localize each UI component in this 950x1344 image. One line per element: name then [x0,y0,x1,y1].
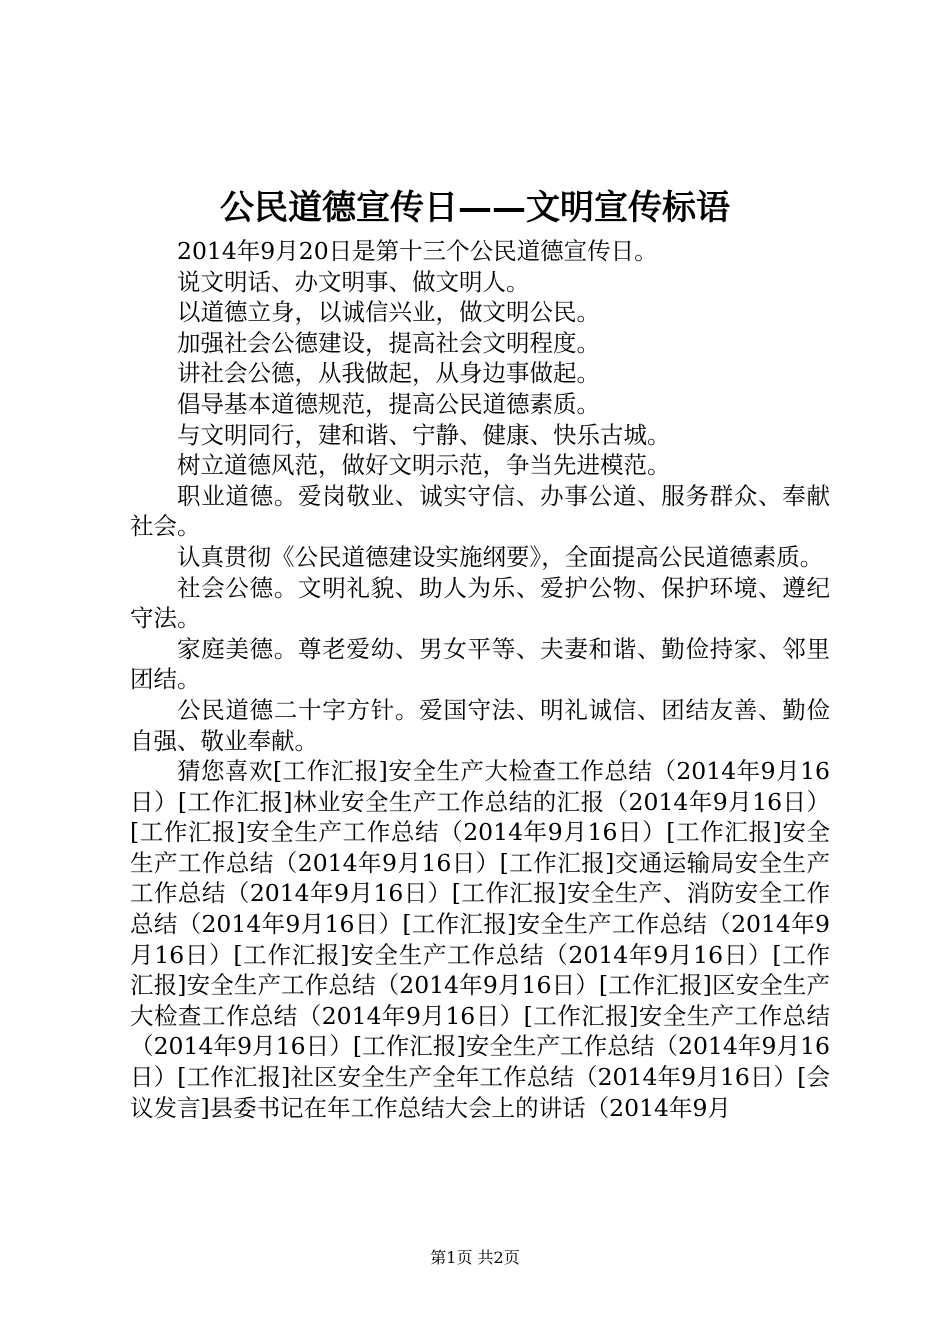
paragraph: 以道德立身，以诚信兴业，做文明公民。 [177,298,600,327]
page-footer: 第1页 共2页 [430,1248,520,1267]
paragraph: 认真贯彻《公民道德建设实施纲要》，全面提高公民道德素质。 [177,542,824,571]
paragraph: 公民道德二十字方针。爱国守法、明礼诚信、团结友善、勤俭自强、敬业奉献。 [130,695,830,755]
paragraph: 职业道德。爱岗敬业、诚实守信、办事公道、服务群众、奉献社会。 [130,481,830,541]
paragraph: 讲社会公德，从我做起，从身边事做起。 [177,359,600,388]
document-body [130,236,830,1123]
paragraph: 树立道德风范，做好文明示范，争当先进模范。 [177,451,671,480]
paragraph: 加强社会公德建设，提高社会文明程度。 [177,328,600,357]
paragraph: 与文明同行，建和谐、宁静、健康、快乐古城。 [177,420,671,449]
paragraph: 2014年9月20日是第十三个公民道德宣传日。 [177,237,658,265]
related-links-paragraph: 猜您喜欢[工作汇报]安全生产大检查工作总结（2014年9月16日）[工作汇报]林业安全生产工作总结的汇报（2014年9月16日）[工作汇报]安全生产工作总结（2014年9月16日）[工作汇报]安全生产工作总结（2014年9月16日）[工作汇报]交通运输局安全生产工作总结（2014年9月16日）[工作汇报]安全生产、消防安全工作总结（2014年9月16日）[工作汇报]安全生产工作总结（2014年9月16日）[工作汇报]安全生产工作总结（2014年9月16日）[工作汇报]安全生产工作总结（2014年9月16日）[工作汇报]区安全生产大检查工作总结（2014年9月16日）[工作汇报]安全生产工作总结（2014年9月16日）[工作汇报]安全生产工作总结（2014年9月16日）[工作汇报]社区安全生产全年工作总结（2014年9月16日）[会议发言]县委书记在年工作总结大会上的讲话（2014年9月 [130,757,830,1122]
paragraph: 说文明话、办文明事、做文明人。 [177,267,530,296]
paragraph: 倡导基本道德规范，提高公民道德素质。 [177,389,600,418]
document-title: 公民道德宣传日——文明宣传标语 [220,188,730,228]
paragraph: 家庭美德。尊老爱幼、男女平等、夫妻和谐、勤俭持家、邻里团结。 [130,634,830,694]
paragraph: 社会公德。文明礼貌、助人为乐、爱护公物、保护环境、遵纪守法。 [130,573,830,633]
